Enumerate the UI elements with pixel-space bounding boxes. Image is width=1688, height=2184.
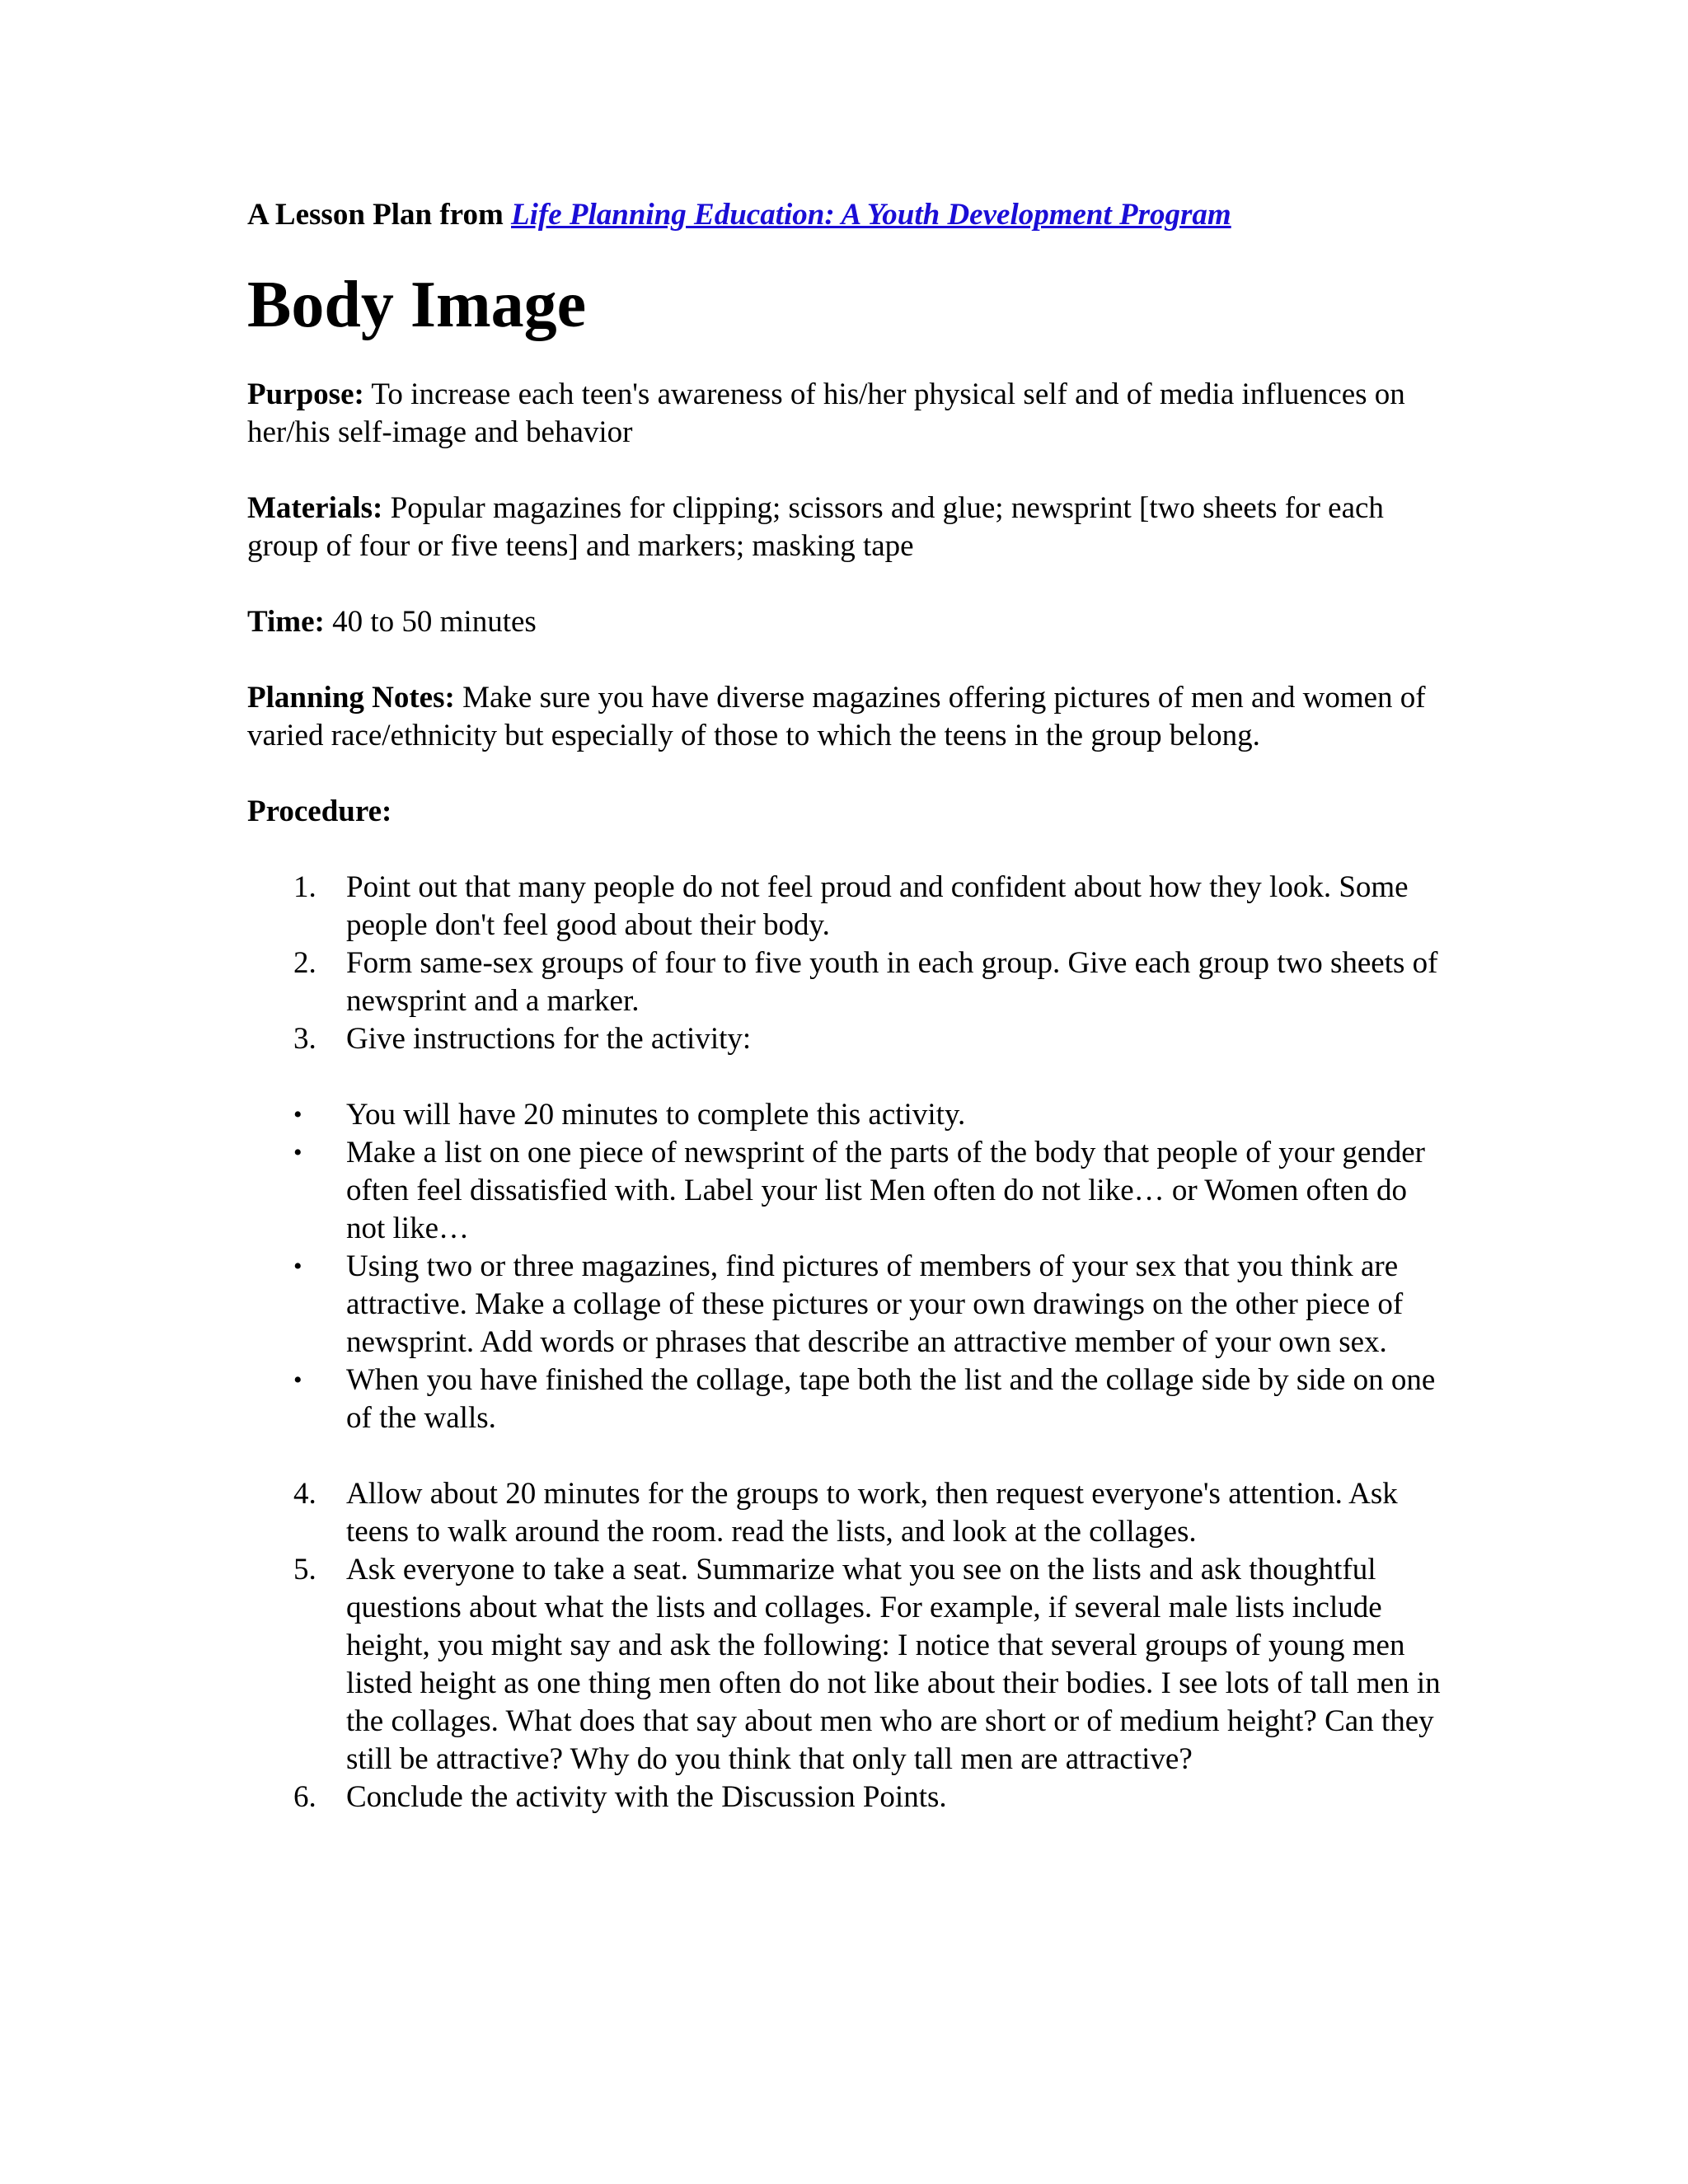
procedure-heading: Procedure:: [247, 794, 392, 828]
bullet-icon: •: [293, 1139, 302, 1166]
step-text: Allow about 20 minutes for the groups to work, then request everyone's attention. Ask teens to walk around the room. read the lists, and look at the collages.: [346, 1477, 1398, 1549]
step-number: 6.: [293, 1780, 316, 1814]
step-number: 2.: [293, 946, 316, 980]
bullet-text: You will have 20 minutes to complete this activity.: [346, 1098, 966, 1132]
step-text: Conclude the activity with the Discussion Points.: [346, 1780, 947, 1814]
spacer: [247, 1437, 1442, 1475]
bullet-icon: •: [293, 1253, 302, 1280]
planning-notes-label: Planning Notes:: [247, 681, 455, 715]
spacer: [247, 1058, 1442, 1096]
page-title: Body Image: [247, 269, 587, 341]
step-number: 4.: [293, 1477, 316, 1511]
step-text: Give instructions for the activity:: [346, 1022, 752, 1056]
list-item: [247, 1248, 1442, 1361]
time-section: [247, 603, 1442, 641]
list-item: [247, 1779, 1442, 1816]
list-item: [247, 1361, 1442, 1437]
document-page: [247, 196, 1442, 1816]
purpose-label: Purpose:: [247, 377, 364, 411]
bullet-text: Make a list on one piece of newsprint of the parts of the body that people of your gender often feel dissatisfied with. Label your list Men often do not like… or Women often do not like…: [346, 1136, 1426, 1245]
step-number: 3.: [293, 1022, 316, 1056]
bullet-icon: •: [293, 1101, 302, 1128]
header-prefix: A Lesson Plan from: [247, 198, 512, 232]
step-text: Ask everyone to take a seat. Summarize what you see on the lists and ask thoughtful questions about what the lists and collages. For example, if several male lists include height, you might say and ask the following: I notice that several groups of young men listed height as one thing men often do not like about their bodies. I see lots of tall men in the collages. What does that say about men who are short or of medium height? Can they still be attractive? Why do you think that only tall men are attractive?: [346, 1553, 1441, 1776]
bullet-text: When you have finished the collage, tape both the list and the collage side by side on one of the walls.: [346, 1363, 1436, 1435]
procedure-steps-second: [247, 1475, 1442, 1816]
purpose-section: [247, 376, 1442, 452]
time-label: Time:: [247, 605, 325, 639]
list-item: [247, 944, 1442, 1020]
list-item: [247, 1096, 1442, 1134]
lesson-plan-header: [247, 196, 1442, 234]
list-item: [247, 1475, 1442, 1551]
step-text: Point out that many people do not feel proud and confident about how they look. Some people don't feel good about their body.: [346, 870, 1409, 942]
procedure-steps-first: [247, 869, 1442, 1058]
materials-text: Popular magazines for clipping; scissors and glue; newsprint [two sheets for each group of four or five teens] and markers; masking tape: [247, 491, 1384, 563]
bullet-icon: •: [293, 1366, 302, 1394]
activity-instructions: [247, 1096, 1442, 1437]
purpose-text: To increase each teen's awareness of his/her physical self and of media influences on her/his self-image and behavior: [247, 377, 1405, 449]
step-text: Form same-sex groups of four to five youth in each group. Give each group two sheets of newsprint and a marker.: [346, 946, 1438, 1018]
list-item: [247, 869, 1442, 944]
list-item: [247, 1134, 1442, 1248]
time-text: 40 to 50 minutes: [324, 605, 537, 639]
planning-notes-section: [247, 679, 1442, 755]
bullet-text: Using two or three magazines, find pictures of members of your sex that you think are attractive. Make a collage of these pictures or your own drawings on the other piece of newsprint. Add words or phrases that describe an attractive member of your own sex.: [346, 1249, 1404, 1359]
program-title-link[interactable]: Life Planning Education: A Youth Development Program: [511, 198, 1231, 232]
list-item: [247, 1020, 1442, 1058]
step-number: 5.: [293, 1553, 316, 1586]
materials-label: Materials:: [247, 491, 383, 525]
planning-notes-text: Make sure you have diverse magazines offering pictures of men and women of varied race/ethnicity but especially of those to which the teens in the group belong.: [247, 681, 1426, 752]
step-number: 1.: [293, 870, 316, 904]
materials-section: [247, 490, 1442, 565]
list-item: [247, 1551, 1442, 1779]
